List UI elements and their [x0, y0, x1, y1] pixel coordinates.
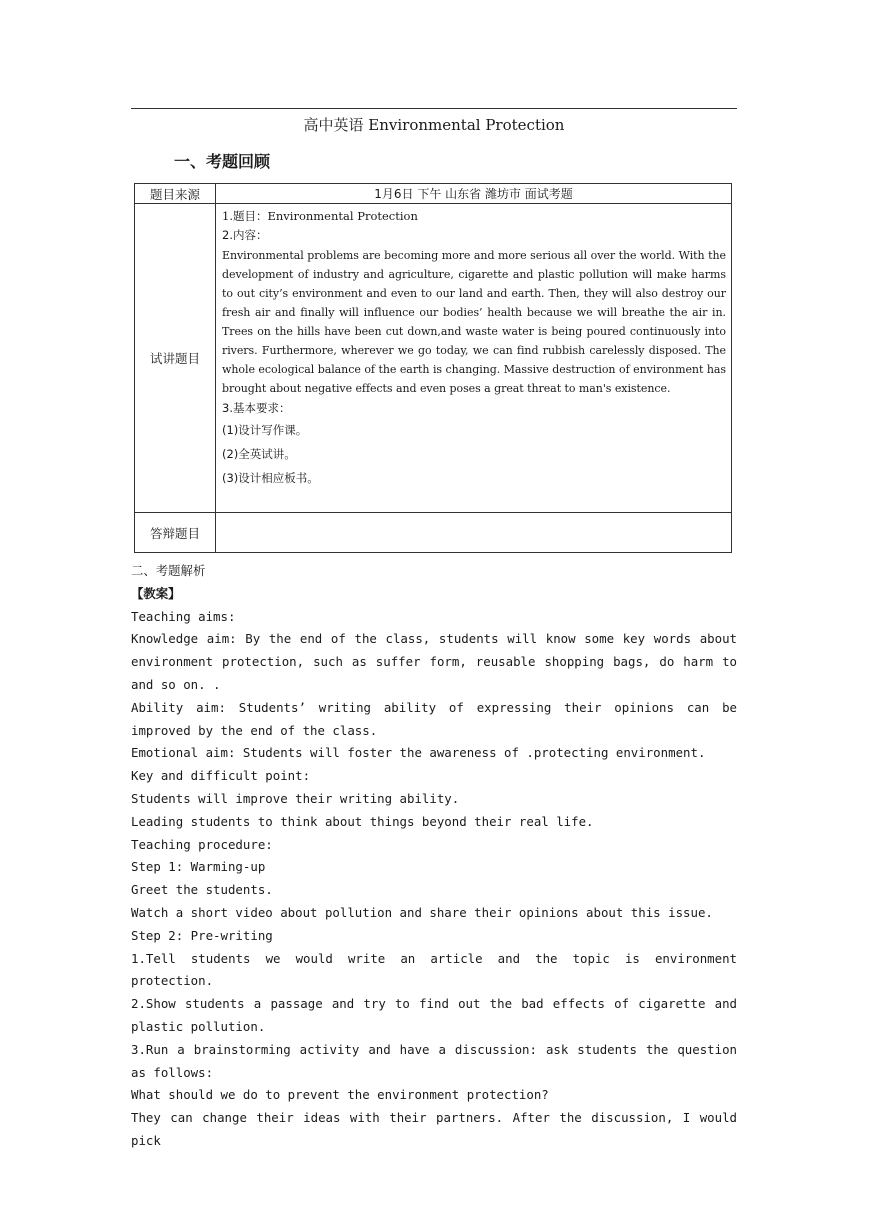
- topic-label-cell: 试讲题目: [135, 204, 216, 513]
- source-value-cell: 1月6日 下午 山东省 潍坊市 面试考题: [216, 184, 732, 204]
- exam-info-table: [134, 183, 732, 553]
- section-heading-analysis: 二、考题解析: [131, 563, 206, 578]
- table-row: [135, 513, 732, 553]
- body-line: Leading students to think about things beyond their real life.: [131, 813, 594, 829]
- section-heading-review: 一、考题回顾: [174, 152, 271, 171]
- header-rule: [131, 108, 737, 109]
- requirements-label: 3.基本要求：: [222, 401, 291, 415]
- content-paragraph: Environmental problems are becoming more and more serious all over the world. With the development of industry and agriculture, cigarette and plastic pollution will make harms to out city’s environment and even to our land and earth. Then, they will also destroy our fresh air and finally will influence our bodies’ health because we will breathe the air in. Trees on the hills have been cut down,and waste water is being poured continuously into rivers. Furthermore, wherever we go today, we can find rubbish carelessly disposed. The whole ecological balance of the earth is changing. Massive destruction of environment has brought about negative effects and even poses a great threat to man's existence.: [222, 249, 726, 395]
- source-label-cell: 题目来源: [135, 184, 216, 204]
- table-row: [135, 204, 732, 513]
- body-line: Teaching procedure:: [131, 836, 273, 852]
- body-line: Greet the students.: [131, 882, 273, 898]
- topic-line: 1.题目：Environmental Protection: [222, 209, 418, 223]
- lesson-plan-label: 【教案】: [131, 585, 181, 601]
- requirement-item: (3)设计相应板书。: [222, 471, 319, 485]
- body-line: 2.Show students a passage and try to find out the bad effects of cigarette and plastic pollution.: [131, 996, 745, 1034]
- body-line: Watch a short video about pollution and share their opinions about this issue.: [131, 904, 713, 920]
- content-label: 2.内容：: [222, 228, 268, 242]
- topic-content-cell: [216, 204, 732, 513]
- answer-label-cell: 答辩题目: [135, 513, 216, 553]
- requirement-item: (2)全英试讲。: [222, 447, 296, 461]
- analysis-body: [131, 560, 745, 1153]
- body-line: Students will improve their writing ability.: [131, 790, 460, 806]
- document-title: 高中英语 Environmental Protection: [303, 116, 565, 134]
- table-row: [135, 184, 732, 204]
- body-line: Ability aim: Students’ writing ability of expressing their opinions can be improved by the end of the class.: [131, 699, 745, 738]
- requirement-item: (1)设计写作课。: [222, 423, 308, 437]
- body-line: They can change their ideas with their partners. After the discussion, I would pick: [131, 1110, 745, 1148]
- body-line: Emotional aim: Students will foster the awareness of .protecting environment.: [131, 745, 706, 761]
- body-line: Teaching aims:: [131, 608, 236, 624]
- body-line: What should we do to prevent the environment protection?: [131, 1087, 549, 1103]
- answer-value-cell: [216, 513, 732, 553]
- body-line: Key and difficult point:: [131, 768, 311, 784]
- body-line: 1.Tell students we would write an article and the topic is environment protection.: [131, 950, 745, 989]
- body-line: Step 2: Pre-writing: [131, 927, 273, 943]
- body-line: Step 1: Warming-up: [131, 859, 266, 875]
- body-line: Knowledge aim: By the end of the class, students will know some key words about environment protection, such as suffer form, reusable shopping bags, do harm to and so on. .: [131, 631, 745, 692]
- body-line: 3.Run a brainstorming activity and have a discussion: ask students the question as follows:: [131, 1041, 745, 1080]
